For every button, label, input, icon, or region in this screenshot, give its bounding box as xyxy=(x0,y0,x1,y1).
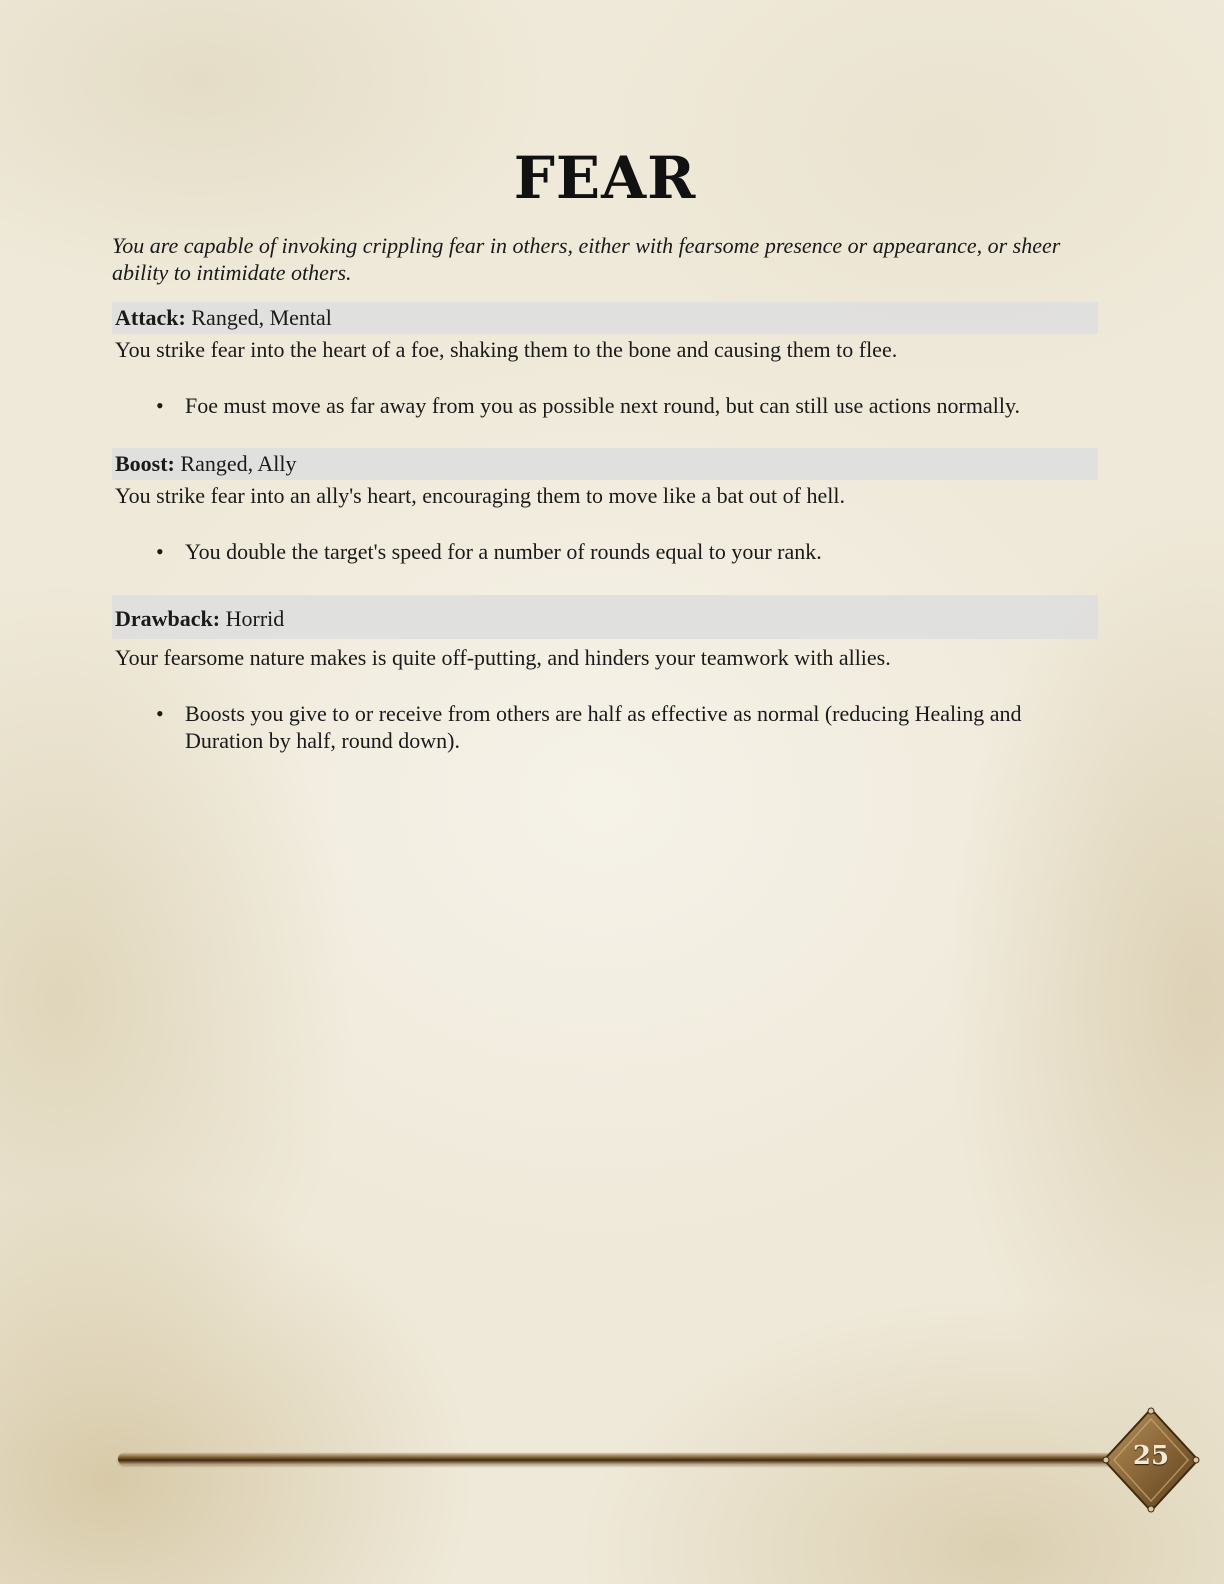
drawback-header xyxy=(112,595,1098,639)
attack-bullets xyxy=(112,392,1098,419)
drawback-value: Horrid xyxy=(225,606,285,631)
list-item: • Boosts you give to or receive from others are half as effective as normal (reducing Healing and Duration by half, round down). xyxy=(185,700,1091,754)
page-content xyxy=(112,0,1098,754)
drawback-label: Drawback: xyxy=(115,606,221,631)
boost-header xyxy=(112,448,1098,480)
attack-value: Ranged, Mental xyxy=(191,305,332,330)
boost-label: Boost: xyxy=(115,451,175,476)
attack-section xyxy=(112,302,1098,419)
attack-header xyxy=(112,302,1098,334)
attack-label: Attack: xyxy=(115,305,186,330)
boost-value: Ranged, Ally xyxy=(180,451,297,476)
drawback-bullets xyxy=(112,700,1098,754)
boost-bullets xyxy=(112,538,1098,565)
list-item: • You double the target's speed for a number of rounds equal to your rank. xyxy=(185,538,1091,565)
boost-section xyxy=(112,448,1098,565)
footer-divider xyxy=(118,1453,1118,1465)
list-item: • Foe must move as far away from you as possible next round, but can still use actions normally. xyxy=(185,392,1091,419)
drawback-section xyxy=(112,595,1098,754)
drawback-description: Your fearsome nature makes is quite off-putting, and hinders your teamwork with allies. xyxy=(115,645,891,670)
attack-description: You strike fear into the heart of a foe, shaking them to the bone and causing them to flee. xyxy=(115,337,898,362)
boost-description: You strike fear into an ally's heart, encouraging them to move like a bat out of hell. xyxy=(115,483,845,508)
page-number: 25 xyxy=(1132,1441,1170,1471)
page-title: FEAR xyxy=(513,144,697,212)
intro-text: You are capable of invoking crippling fear in others, either with fearsome presence or appearance, or sheer ability to intimidate others. xyxy=(112,233,1061,285)
